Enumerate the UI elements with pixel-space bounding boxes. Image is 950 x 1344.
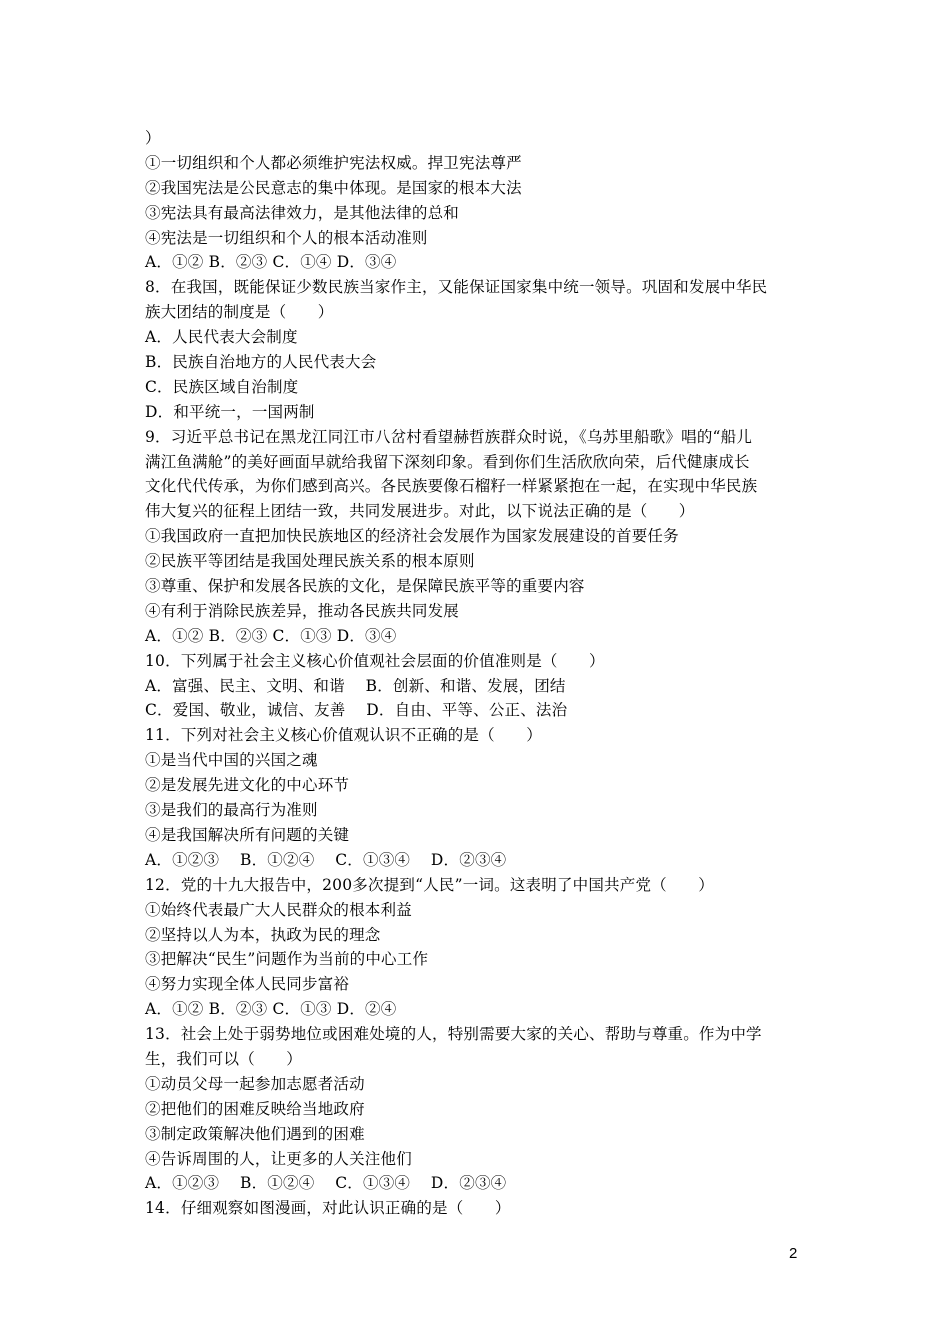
page-content <box>145 126 815 1221</box>
text-line: ②把他们的困难反映给当地政府 <box>145 1099 365 1118</box>
text-line: ③把解决“民生”问题作为当前的中心工作 <box>145 950 429 969</box>
text-line: ②是发展先进文化的中心环节 <box>145 776 350 795</box>
text-line: ） <box>145 129 161 147</box>
text-line: ①是当代中国的兴国之魂 <box>145 751 318 770</box>
text-line: D．和平统一，一国两制 <box>145 402 315 421</box>
text-line: ④努力实现全体人民同步富裕 <box>145 975 350 994</box>
text-line: 生，我们可以（ ） <box>145 1049 303 1068</box>
question-12: 12．党的十九大报告中，200多次提到“人民”一词。这表明了中国共产党（ ） <box>145 875 714 894</box>
answer-options: A．①② B．②③ C．①④ D．③④ <box>145 253 397 272</box>
text-line: ③宪法具有最高法律效力，是其他法律的总和 <box>145 203 460 222</box>
text-line: 满江鱼满舱”的美好画面早就给我留下深刻印象。看到你们生活欣欣向荣，后代健康成长 <box>145 452 750 471</box>
question-9: 9．习近平总书记在黑龙江同江市八岔村看望赫哲族群众时说，《乌苏里船歌》唱的“船儿 <box>145 427 753 446</box>
text-line: ②民族平等团结是我国处理民族关系的根本原则 <box>145 552 475 571</box>
text-line: ④是我国解决所有问题的关键 <box>145 825 350 844</box>
text-line: ①我国政府一直把加快民族地区的经济社会发展作为国家发展建设的首要任务 <box>145 527 679 546</box>
page-number: 2 <box>789 1245 798 1262</box>
text-line: ④告诉周围的人，让更多的人关注他们 <box>145 1149 412 1168</box>
question-14: 14．仔细观察如图漫画，对此认识正确的是（ ） <box>145 1199 511 1218</box>
answer-options: A．①②③ B．①②④ C．①③④ D．②③④ <box>145 1174 507 1193</box>
text-line: A．人民代表大会制度 <box>145 328 298 347</box>
text-line: B．民族自治地方的人民代表大会 <box>145 353 377 372</box>
answer-options: A．①②③ B．①②④ C．①③④ D．②③④ <box>145 850 507 869</box>
text-line: A．富强、民主、文明、和谐 B．创新、和谐、发展，团结 <box>145 676 566 695</box>
text-line: C．爱国、敬业，诚信、友善 D．自由、平等、公正、法治 <box>145 701 568 720</box>
text-line: ③是我们的最高行为准则 <box>145 801 318 820</box>
text-line: 族大团结的制度是（ ） <box>145 303 334 322</box>
text-line: ③制定政策解决他们遇到的困难 <box>145 1124 365 1143</box>
text-line: ④有利于消除民族差异，推动各民族共同发展 <box>145 601 460 620</box>
text-line: ④宪法是一切组织和个人的根本活动准则 <box>145 228 428 247</box>
question-13: 13．社会上处于弱势地位或困难处境的人，特别需要大家的关心、帮助与尊重。作为中学 <box>145 1025 762 1044</box>
answer-options: A．①② B．②③ C．①③ D．③④ <box>145 626 397 645</box>
question-8: 8．在我国，既能保证少数民族当家作主，又能保证国家集中统一领导。巩固和发展中华民 <box>145 278 768 297</box>
text-line: ①始终代表最广大人民群众的根本利益 <box>145 900 412 919</box>
text-line: ②坚持以人为本，执政为民的理念 <box>145 925 381 944</box>
text-line: ②我国宪法是公民意志的集中体现。是国家的根本大法 <box>145 178 522 197</box>
text-line: C．民族区域自治制度 <box>145 377 299 396</box>
text-line: 文化代代传承，为你们感到高兴。各民族要像石榴籽一样紧紧抱在一起，在实现中华民族 <box>145 477 758 496</box>
question-10: 10．下列属于社会主义核心价值观社会层面的价值准则是（ ） <box>145 651 605 670</box>
text-line: ①动员父母一起参加志愿者活动 <box>145 1074 365 1093</box>
question-11: 11．下列对社会主义核心价值观认识不正确的是（ ） <box>145 726 542 745</box>
text-line: ①一切组织和个人都必须维护宪法权威。捍卫宪法尊严 <box>145 153 522 172</box>
text-line: ③尊重、保护和发展各民族的文化，是保障民族平等的重要内容 <box>145 577 585 596</box>
answer-options: A．①② B．②③ C．①③ D．②④ <box>145 1000 397 1019</box>
text-line: 伟大复兴的征程上团结一致，共同发展进步。对此，以下说法正确的是（ ） <box>145 502 695 521</box>
